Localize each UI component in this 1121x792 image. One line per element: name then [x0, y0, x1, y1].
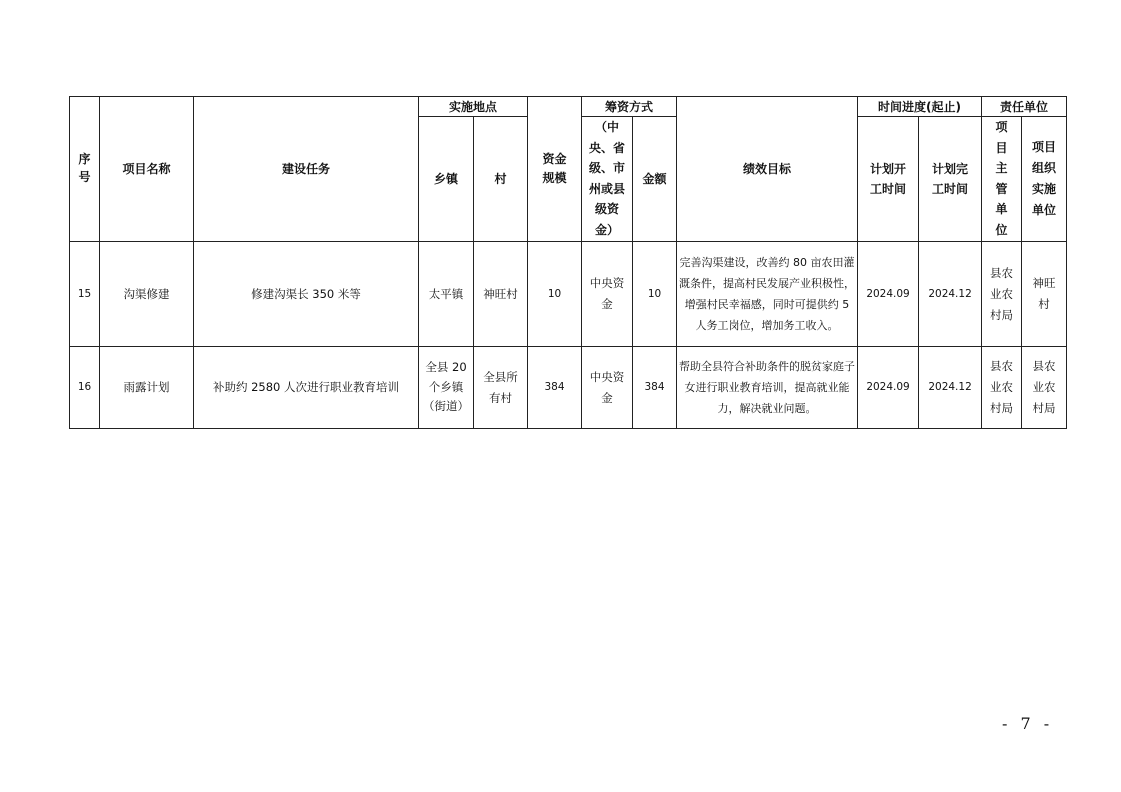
cell-supervisor	[982, 347, 1022, 429]
header-goal: 绩效目标	[677, 97, 858, 242]
header-implementer-label: 项目组织实施单位	[1032, 140, 1057, 217]
header-task: 建设任务	[194, 97, 419, 242]
header-fund-scale	[528, 97, 582, 242]
header-supervisor	[982, 117, 1022, 242]
cell-village	[474, 347, 528, 429]
cell-village-text: 全县所有村	[483, 369, 518, 405]
cell-task: 补助约 2580 人次进行职业教育培训	[194, 347, 419, 429]
header-seq-label: 序号	[78, 152, 91, 184]
cell-end: 2024.12	[919, 242, 982, 347]
cell-supervisor-text: 县农业农村局	[990, 359, 1014, 415]
cell-goal: 完善沟渠建设，改善约 80 亩农田灌溉条件，提高村民发展产业积极性，增强村民幸福感，同时可提供约 5 人务工岗位，增加务工收入。	[677, 242, 858, 347]
header-amount: 金额	[633, 117, 677, 242]
header-supervisor-label: 项目主管单位	[995, 120, 1008, 237]
header-fund-source-label: （中央、省级、市州或县级资金）	[589, 120, 626, 237]
header-location-group: 实施地点	[419, 97, 528, 117]
cell-supervisor-text: 县农业农村局	[990, 265, 1014, 322]
cell-amount: 384	[633, 347, 677, 429]
header-funding-group: 筹资方式	[582, 97, 677, 117]
cell-fund-scale: 384	[528, 347, 582, 429]
cell-fund-source	[582, 242, 633, 347]
header-fund-source	[582, 117, 633, 242]
cell-project-name: 沟渠修建	[100, 242, 194, 347]
cell-fund-source	[582, 347, 633, 429]
cell-goal: 帮助全县符合补助条件的脱贫家庭子女进行职业教育培训，提高就业能力，解决就业问题。	[677, 347, 858, 429]
cell-fund-source-text: 中央资金	[589, 276, 625, 311]
cell-project-name: 雨露计划	[100, 347, 194, 429]
cell-implementer-text: 县农业农村局	[1032, 359, 1056, 415]
page-number: - 7 -	[1002, 714, 1054, 733]
header-village: 村	[474, 117, 528, 242]
header-resp-group: 责任单位	[982, 97, 1067, 117]
table-row	[70, 347, 1067, 429]
header-fund-scale-label: 资金规模	[542, 151, 567, 185]
cell-seq: 15	[70, 242, 100, 347]
cell-start: 2024.09	[858, 347, 919, 429]
header-township: 乡镇	[419, 117, 474, 242]
header-seq	[70, 97, 100, 242]
cell-township-text: 全县 20 个乡镇（街道）	[423, 360, 469, 413]
cell-task: 修建沟渠长 350 米等	[194, 242, 419, 347]
cell-township	[419, 347, 474, 429]
cell-seq: 16	[70, 347, 100, 429]
cell-start: 2024.09	[858, 242, 919, 347]
header-end	[919, 117, 982, 242]
table-row	[70, 242, 1067, 347]
cell-amount: 10	[633, 242, 677, 347]
header-time-group: 时间进度(起止)	[858, 97, 982, 117]
header-project-name: 项目名称	[100, 97, 194, 242]
header-end-label: 计划完工时间	[932, 161, 969, 196]
cell-fund-source-text: 中央资金	[589, 369, 625, 405]
cell-implementer	[1022, 347, 1067, 429]
header-start-label: 计划开工时间	[870, 161, 907, 196]
header-implementer	[1022, 117, 1067, 242]
cell-village: 神旺村	[474, 242, 528, 347]
cell-end: 2024.12	[919, 347, 982, 429]
cell-implementer-text: 神旺村	[1032, 276, 1056, 311]
cell-supervisor	[982, 242, 1022, 347]
cell-township: 太平镇	[419, 242, 474, 347]
header-start	[858, 117, 919, 242]
cell-fund-scale: 10	[528, 242, 582, 347]
cell-implementer	[1022, 242, 1067, 347]
project-table	[69, 96, 1067, 429]
